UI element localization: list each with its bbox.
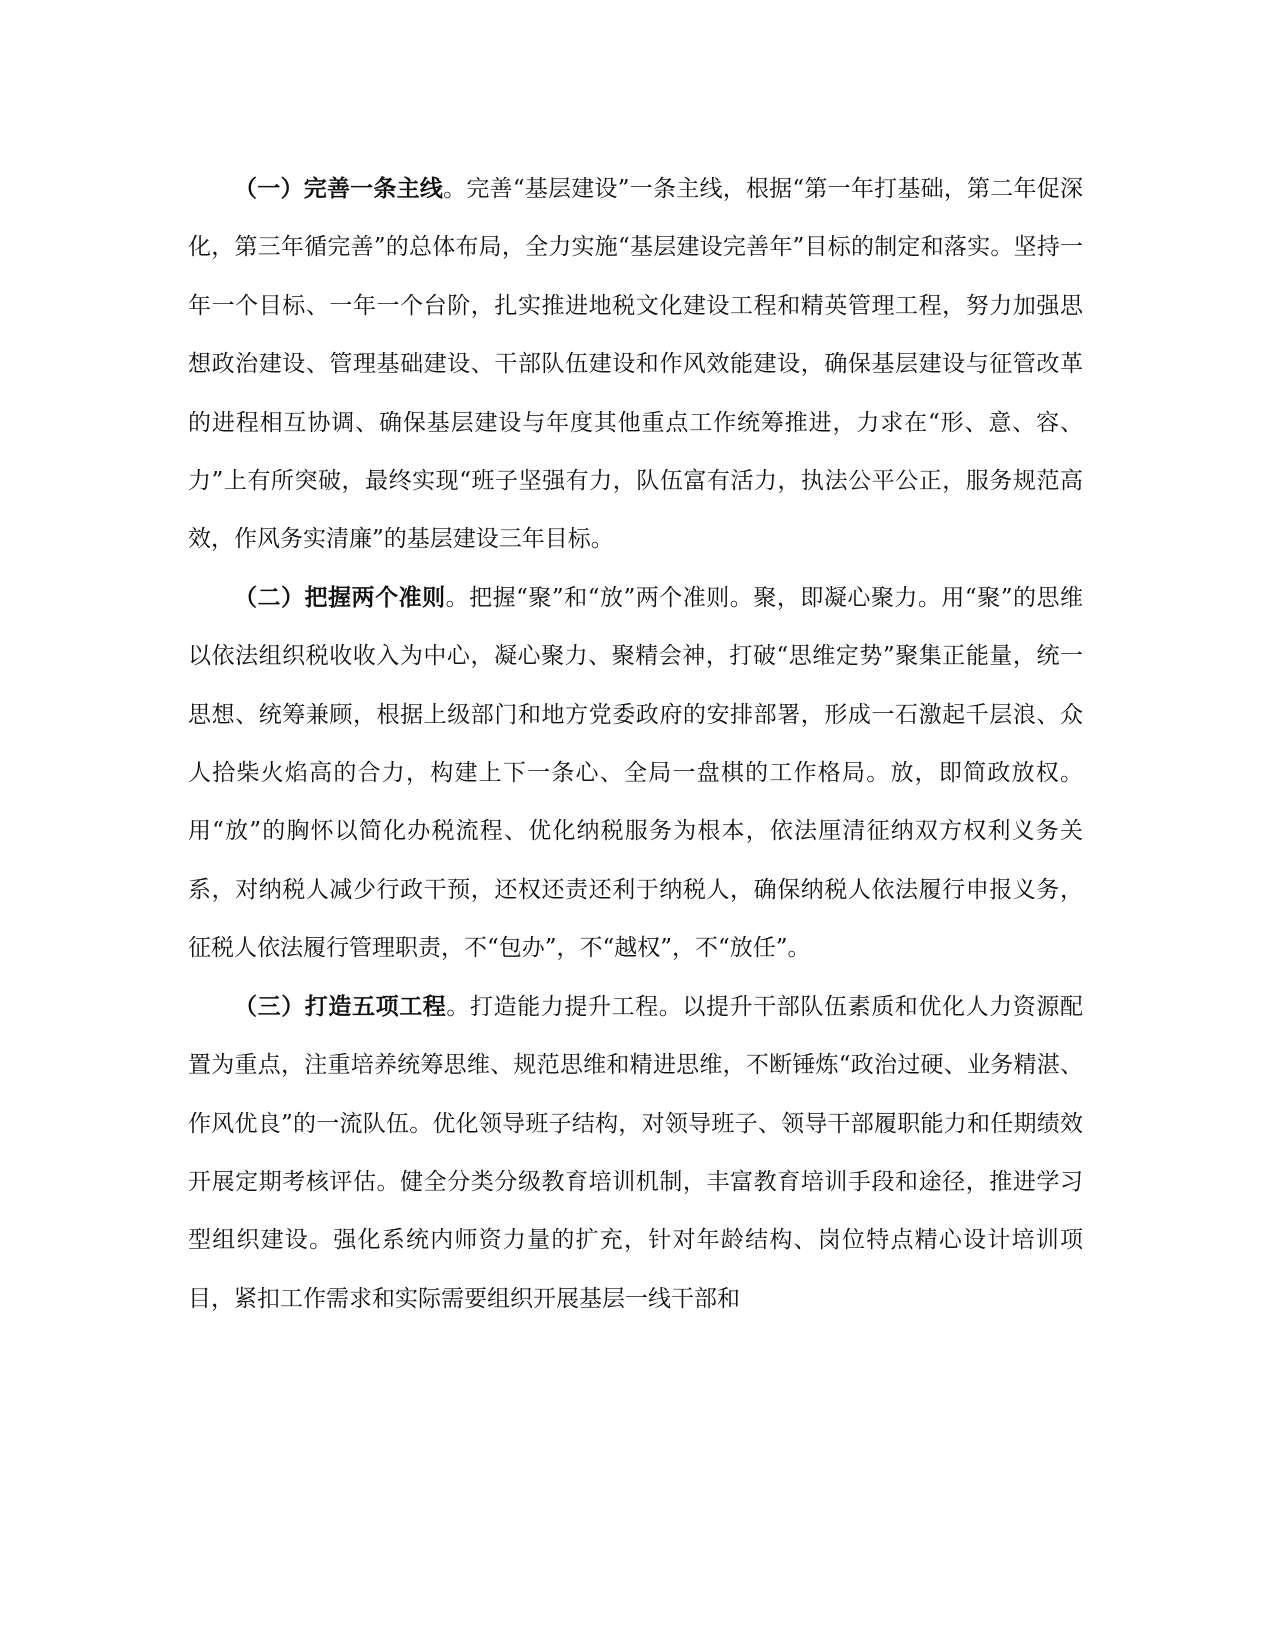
document-body	[188, 160, 1083, 1328]
paragraph-1-heading: （一）完善一条主线	[234, 176, 444, 202]
paragraph-2-heading: （二）把握两个准则	[234, 584, 446, 611]
paragraph-1-text: 。完善“基层建设”一条主线，根据“第一年打基础，第二年促深化，第三年循完善”的总体布局，全力实施“基层建设完善年”目标的制定和落实。坚持一年一个目标、一年一个台阶，扎实推进地税文化建设工程和精英管理工程，努力加强思想政治建设、管理基础建设、干部队伍建设和作风效能建设，确保基层建设与征管改革的进程相互协调、确保基层建设与年度其他重点工作统筹推进，力求在“形、意、容、力”上有所突破，最终实现“班子坚强有力，队伍富有活力，执法公平公正，服务规范高效，作风务实清廉”的基层建设三年目标。	[188, 176, 1083, 553]
paragraph-3-text: 。打造能力提升工程。以提升干部队伍素质和优化人力资源配置为重点，注重培养统筹思维、规范思维和精进思维，不断锤炼“政治过硬、业务精湛、作风优良”的一流队伍。优化领导班子结构，对领导班子、领导干部履职能力和任期绩效开展定期考核评估。健全分类分级教育培训机制，丰富教育培训手段和途径，推进学习型组织建设。强化系统内师资力量的扩充，针对年龄结构、岗位特点精心设计培训项目，紧扣工作需求和实际需要组织开展基层一线干部和	[188, 993, 1084, 1312]
paragraph-2	[188, 569, 1083, 978]
paragraph-1	[188, 160, 1083, 569]
paragraph-3	[188, 978, 1083, 1328]
paragraph-3-heading: （三）打造五项工程	[234, 993, 447, 1020]
paragraph-2-text: 。把握“聚”和“放”两个准则。聚，即凝心聚力。用“聚”的思维以依法组织税收收入为中心，凝心聚力、聚精会神，打破“思维定势”聚集正能量，统一思想、统筹兼顾，根据上级部门和地方党委政府的安排部署，形成一石激起千层浪、众人拾柴火焰高的合力，构建上下一条心、全局一盘棋的工作格局。放，即简政放权。用“放”的胸怀以简化办税流程、优化纳税服务为根本，依法厘清征纳双方权利义务关系，对纳税人减少行政干预，还权还责还利于纳税人，确保纳税人依法履行申报义务，征税人依法履行管理职责，不“包办”，不“越权”，不“放任”。	[188, 584, 1083, 962]
